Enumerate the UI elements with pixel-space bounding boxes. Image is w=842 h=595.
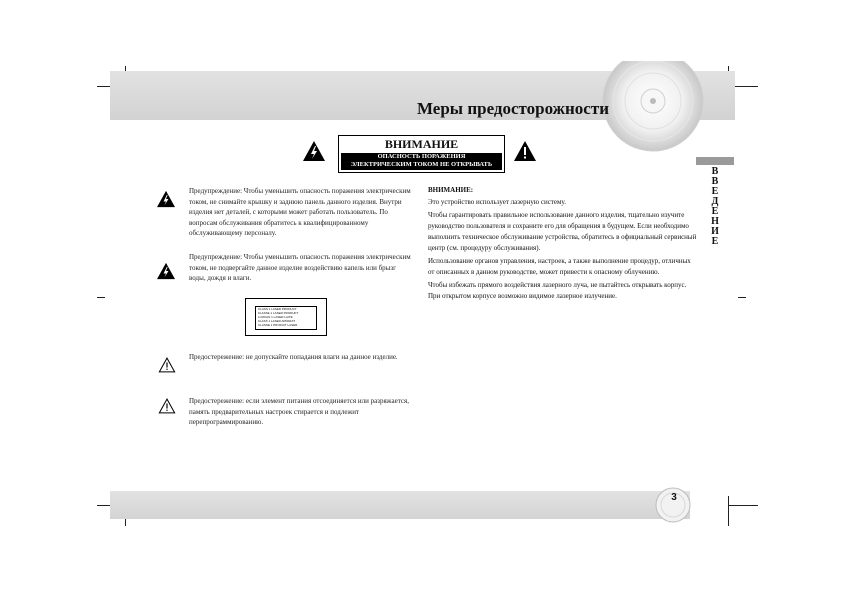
laser-label-line: KLASSE 1 LASER PRODUKT xyxy=(258,311,299,315)
disc-graphic xyxy=(598,61,708,171)
section-tab xyxy=(696,157,734,246)
warning-text-2: Предупреждение: Чтобы уменьшить опасность поражения электрическим током, не подвергайте данное изделие воздействию капель или брызг воды, дождя и влаги. xyxy=(189,253,411,282)
exclamation-warning-icon xyxy=(513,140,537,162)
laser-notice-column xyxy=(428,186,698,304)
laser-label-line: KLASS 1 LASER APPARAT xyxy=(258,319,296,323)
lightning-warning-icon xyxy=(156,190,176,208)
crop-mark xyxy=(738,297,746,298)
caution-outline-icon xyxy=(158,398,176,414)
page-number: 3 xyxy=(671,492,677,503)
section-tab-label: ВВЕДЕНИЕ xyxy=(709,166,721,246)
laser-notice-paragraph: Это устройство использует лазерную систему. xyxy=(428,198,566,206)
laser-notice-heading: ВНИМАНИЕ: xyxy=(428,186,474,194)
warning-box-subtitle-line2: ЭЛЕКТРИЧЕСКИМ ТОКОМ НЕ ОТКРЫВАТЬ xyxy=(350,161,493,168)
section-tab-bar xyxy=(696,157,734,165)
warning-box-title: ВНИМАНИЕ xyxy=(384,137,459,151)
caution-text-2: Предостережение: если элемент питания отсоединяется или разряжается, память предварительных настроек стирается и подлежит перепрограммированию. xyxy=(189,397,409,426)
caution-text-1: Предостережение: не допускайте попадания влаги на данное изделие. xyxy=(189,353,398,361)
warning-box xyxy=(338,135,505,173)
lightning-warning-icon xyxy=(156,262,176,280)
laser-label-line: CLASS 1 LASER PRODUCT xyxy=(258,307,297,311)
laser-product-label xyxy=(245,298,327,336)
warning-box-subtitle xyxy=(341,153,502,170)
caution-outline-icon xyxy=(158,357,176,373)
lightning-warning-icon xyxy=(302,140,326,162)
crop-mark xyxy=(97,297,105,298)
laser-label-line: CLASSE 1 PRODUIT LASER xyxy=(258,323,298,327)
crop-mark xyxy=(728,505,758,506)
laser-notice-paragraph: Использование органов управления, настроек, а также выполнение процедур, отличных от описанных в данном руководстве, может привести к опасному облучению. xyxy=(428,257,691,276)
laser-label-line: LUOKAN 1 LASER LAITE xyxy=(258,315,293,319)
page-title: Меры предосторожности xyxy=(416,99,609,118)
footer-band xyxy=(110,491,690,519)
crop-mark xyxy=(728,496,729,526)
laser-label-inner xyxy=(255,306,317,330)
warning-text-1: Предупреждение: Чтобы уменьшить опасность поражения электрическим током, не снимайте крышку и заднюю панель данного изделия. Внутри изделия нет деталей, с которыми может работать пользователь. По вопросам обслуживания обратитесь к квалифицированному обслуживающему персоналу. xyxy=(189,187,411,237)
laser-notice-paragraph: Чтобы гарантировать правильное использование данного изделия, тщательно изучите руководство пользователя и сохраните его для обращения в будущем. Если необходимо выполнить техническое обслуживание устройства, обратитесь в официальный сервисный центр (см. процедуру обслуживания). xyxy=(428,211,697,252)
laser-notice-paragraph: Чтобы избежать прямого воздействия лазерного луча, не пытайтесь открывать корпус. При открытом корпусе возможно видимое лазерное излучение. xyxy=(428,281,687,300)
warning-box-subtitle-line1: ОПАСНОСТЬ ПОРАЖЕНИЯ xyxy=(377,153,466,160)
